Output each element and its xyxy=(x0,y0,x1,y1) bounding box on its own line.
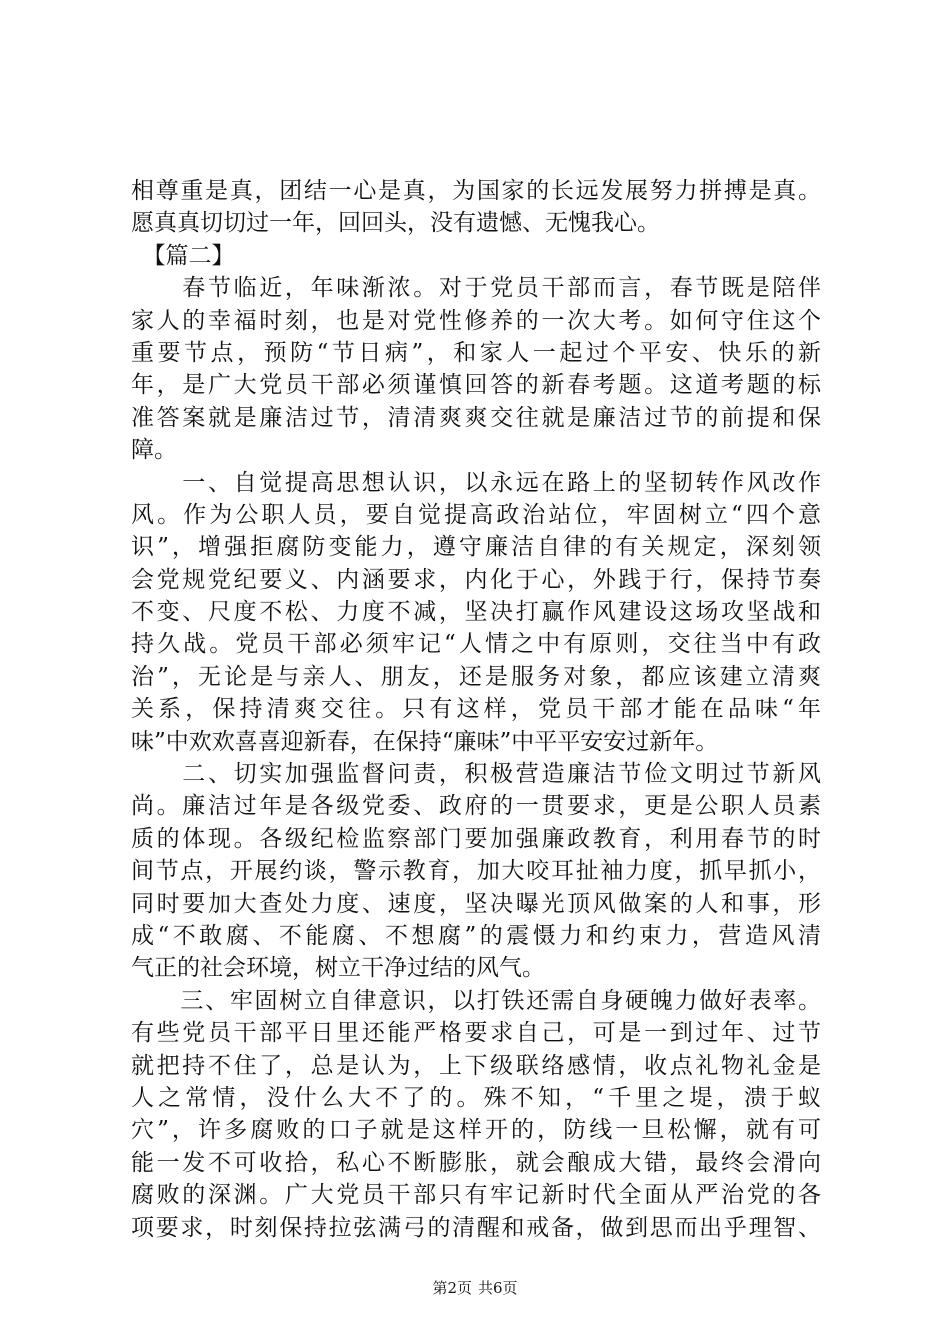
page-footer xyxy=(0,1277,950,1298)
text-line: 关系，保持清爽交往。只有这样，党员干部才能在品味“年 xyxy=(131,696,821,723)
text-line: 重要节点，预防“节日病”，和家人一起过个平安、快乐的新 xyxy=(131,339,821,366)
text-line: 愿真真切切过一年，回回头，没有遗憾、无愧我心。 xyxy=(131,210,660,237)
text-line: 识”，增强拒腐防变能力，遵守廉洁自律的有关规定，深刻领 xyxy=(131,534,821,561)
text-line: 治”，无论是与亲人、朋友，还是服务对象，都应该建立清爽 xyxy=(131,663,821,690)
text-line: 二、切实加强监督问责，积极营造廉洁节俭文明过节新风 xyxy=(131,761,821,788)
text-line: 人之常情，没什么大不了的。殊不知，“千里之堤，溃于蚁 xyxy=(131,1084,821,1111)
text-line: 穴”，许多腐败的口子就是这样开的，防线一旦松懈，就有可 xyxy=(131,1117,821,1144)
text-line: 会党规党纪要义、内涵要求，内化于心，外践于行，保持节奏 xyxy=(131,566,821,593)
text-line: 春节临近，年味渐浓。对于党员干部而言，春节既是陪伴 xyxy=(131,275,821,302)
text-line: 质的体现。各级纪检监察部门要加强廉政教育，利用春节的时 xyxy=(131,825,821,852)
text-line: 家人的幸福时刻，也是对党性修养的一次大考。如何守住这个 xyxy=(131,307,821,334)
text-line: 风。作为公职人员，要自觉提高政治站位，牢固树立“四个意 xyxy=(131,501,821,528)
text-line: 腐败的深渊。广大党员干部只有牢记新时代全面从严治党的各 xyxy=(131,1182,821,1209)
text-line: 气正的社会环境，树立干净过结的风气。 xyxy=(131,955,545,982)
text-line: 一、自觉提高思想认识，以永远在路上的坚韧转作风改作 xyxy=(131,469,821,496)
text-line: 不变、尺度不松、力度不减，坚决打赢作风建设这场攻坚战和 xyxy=(131,599,821,626)
text-line: 项要求，时刻保持拉弦满弓的清醒和戒备，做到思而出乎理智、 xyxy=(131,1214,821,1241)
text-line: 障。 xyxy=(131,437,177,464)
text-line: 就把持不住了，总是认为，上下级联络感情，收点礼物礼金是 xyxy=(131,1052,821,1079)
text-line: 同时要加大查处力度、速度，坚决曝光顶风做案的人和事，形 xyxy=(131,890,821,917)
text-line: 有些党员干部平日里还能严格要求自己，可是一到过年、过节 xyxy=(131,1020,821,1047)
text-line: 相尊重是真，团结一心是真，为国家的长远发展努力拼搏是真。 xyxy=(131,178,821,204)
text-line: 间节点，开展约谈，警示教育，加大咬耳扯袖力度，抓早抓小， xyxy=(131,858,821,885)
page-total: 共6页 xyxy=(478,1279,518,1297)
text-line: 味”中欢欢喜喜迎新春，在保持“廉味”中平平安安过新年。 xyxy=(131,728,719,755)
text-line: 尚。廉洁过年是各级党委、政府的一贯要求，更是公职人员素 xyxy=(131,793,821,820)
text-line: 成“不敢腐、不能腐、不想腐”的震慑力和约束力，营造风清 xyxy=(131,922,821,949)
text-line: 三、牢固树立自律意识，以打铁还需自身硬魄力做好表率。 xyxy=(131,987,821,1014)
document-body xyxy=(131,175,821,1244)
text-line: 年，是广大党员干部必须谨慎回答的新春考题。这道考题的标 xyxy=(131,372,821,399)
section-heading: 【篇二】 xyxy=(131,242,235,269)
text-line: 持久战。党员干部必须牢记“人情之中有原则，交往当中有政 xyxy=(131,631,821,658)
text-line: 准答案就是廉洁过节，清清爽爽交往就是廉洁过节的前提和保 xyxy=(131,404,821,431)
page-number: 第2页 xyxy=(432,1279,472,1297)
text-line: 能一发不可收拾，私心不断膨胀，就会酿成大错，最终会滑向 xyxy=(131,1149,821,1176)
